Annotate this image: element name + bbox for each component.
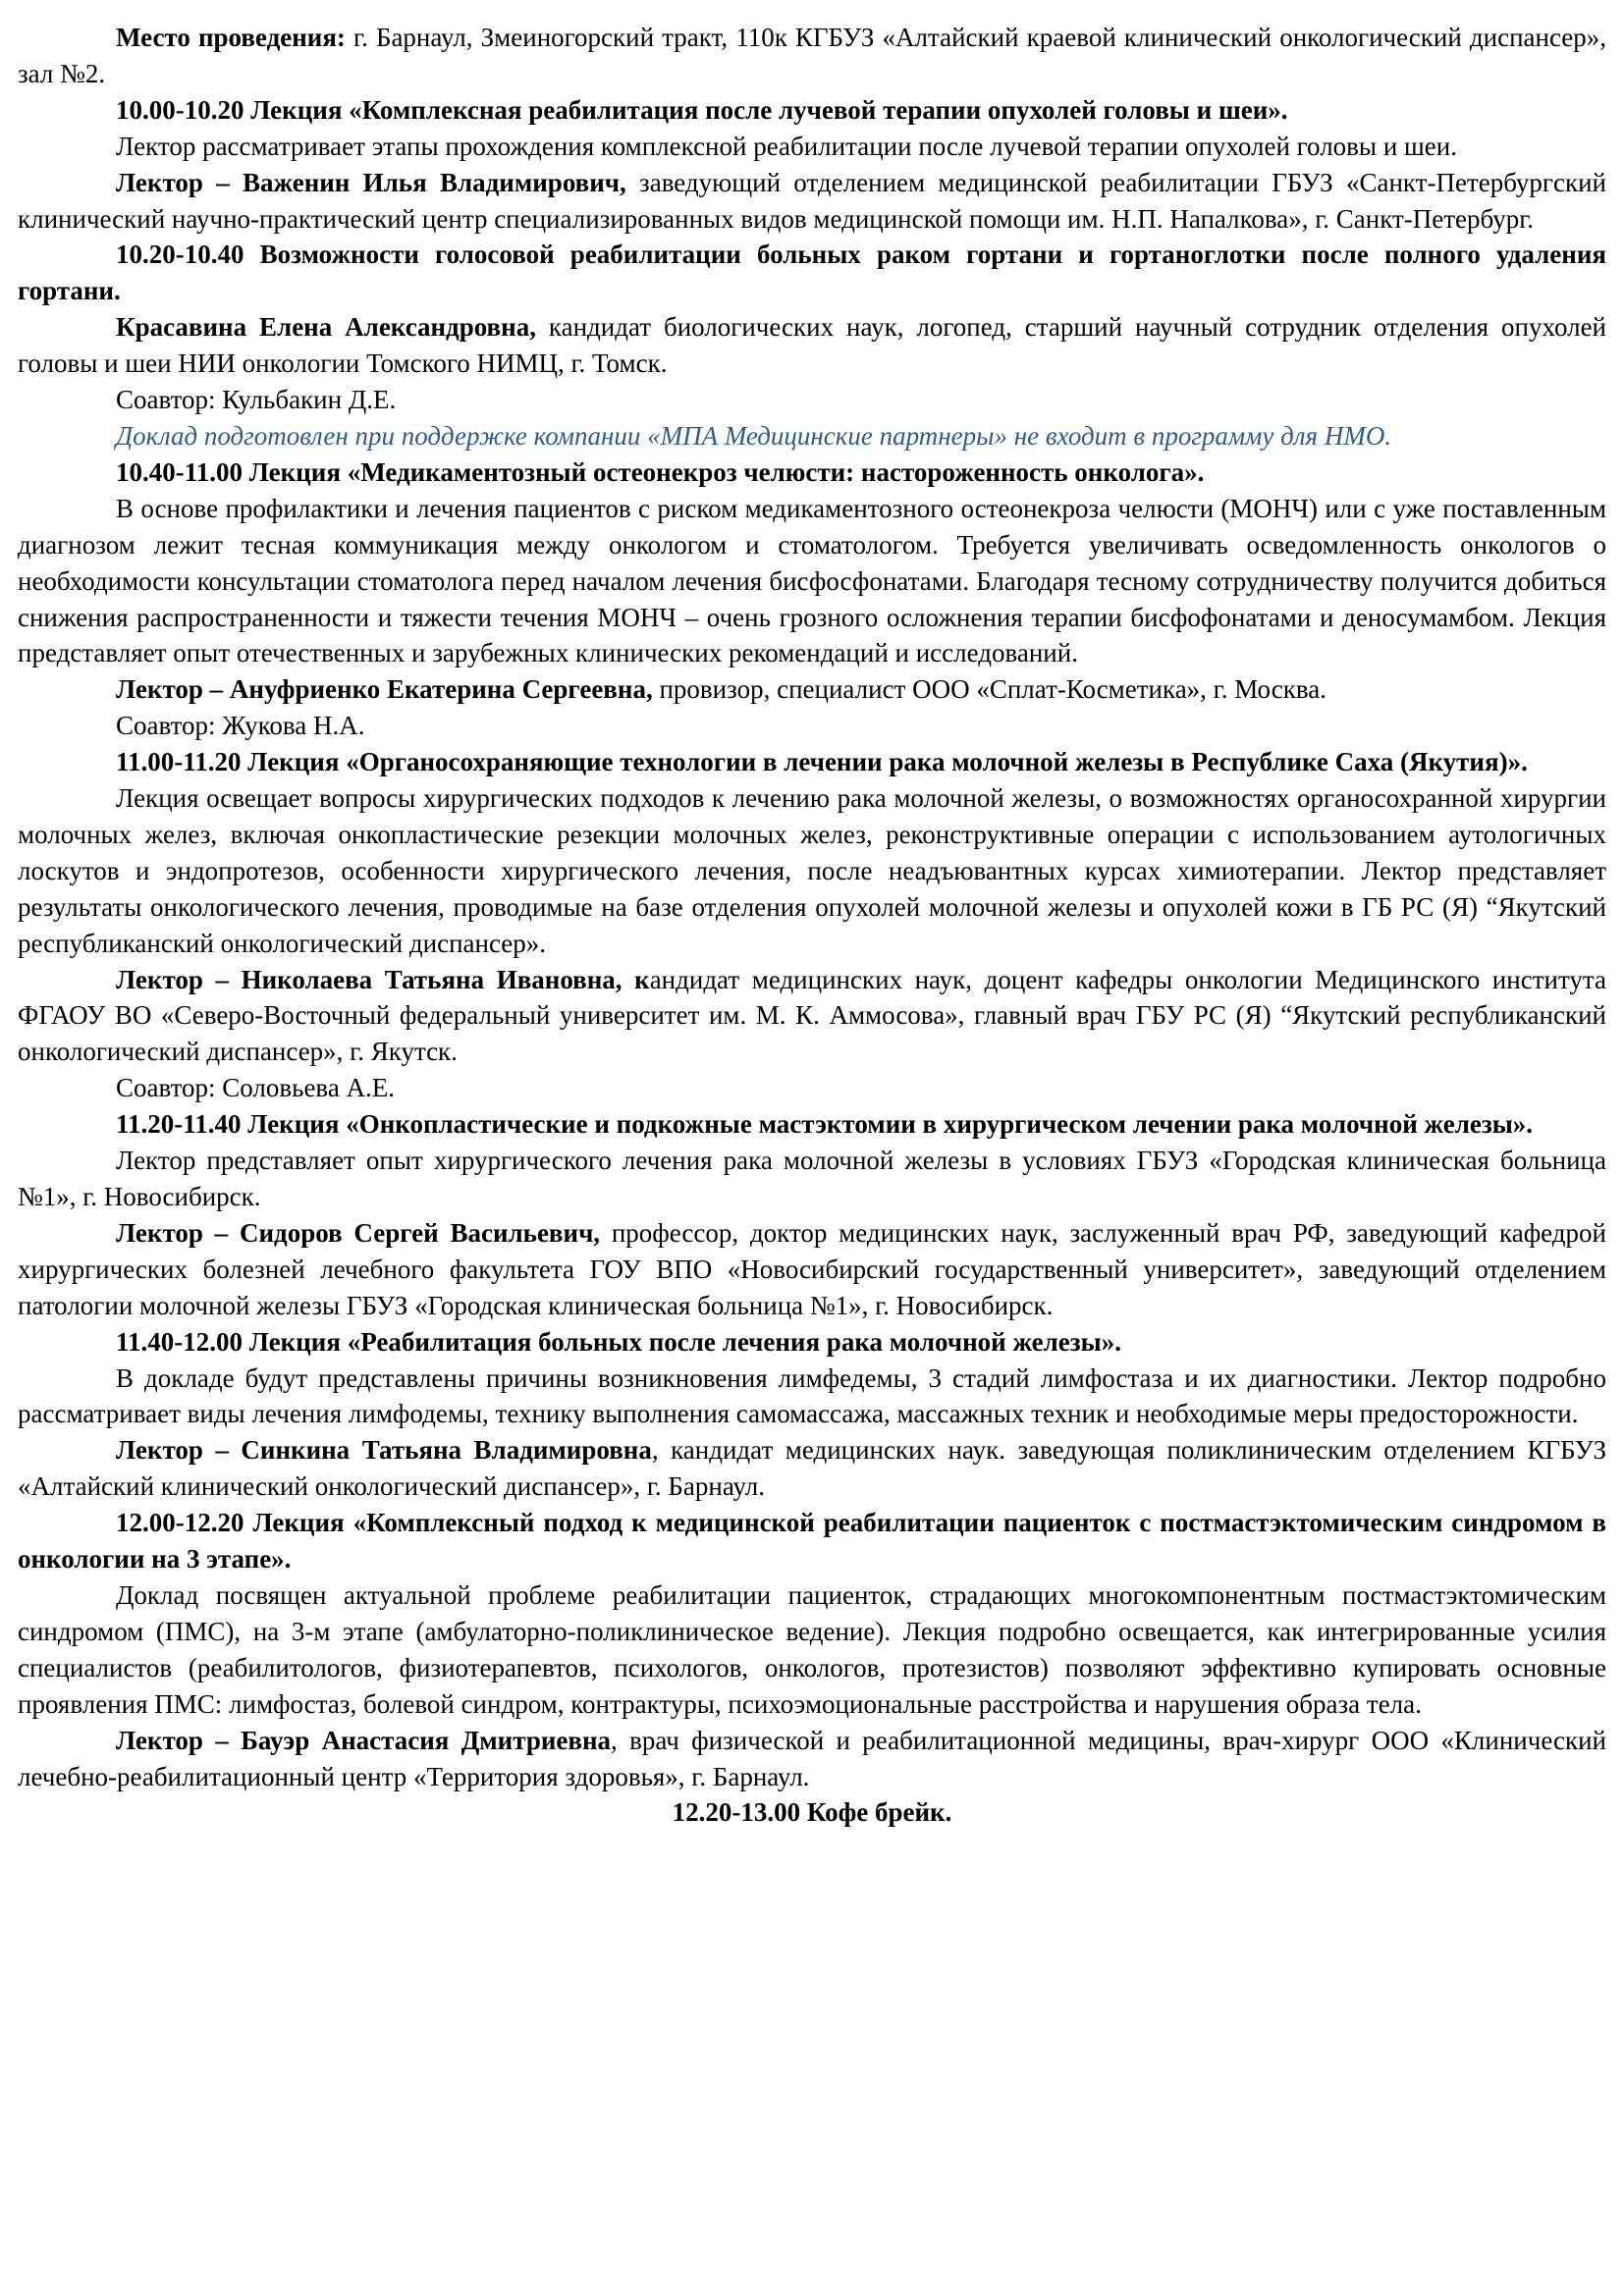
coffee-break-text: 12.20-13.00 Кофе брейк. — [672, 1797, 952, 1828]
coffee-break — [18, 1794, 1606, 1831]
lecture-description: Лектор представляет опыт хирургического лечения рака молочной железы в условиях ГБУЗ «Городская клиническая больница №1», г. Новосибирск. — [18, 1146, 1606, 1211]
speaker-info: кандидат биологических наук, логопед, старший научный сотрудник отделения опухолей головы и шеи НИИ онкологии Томского НИМЦ, г. Томск. — [18, 312, 1606, 379]
speaker-name: Красавина Елена Александровна, — [116, 312, 536, 343]
lecture-title-text: 10.40-11.00 Лекция «Медикаментозный остеонекроз челюсти: настороженность онколога». — [116, 456, 1205, 487]
speaker — [18, 309, 1606, 382]
venue-text: г. Барнаул, Змеиногорский тракт, 110к КГБУЗ «Алтайский краевой клинический онкологический диспансер», зал №2. — [18, 23, 1606, 88]
speaker-info: провизор, специалист ООО «Сплат-Косметика», г. Москва. — [652, 674, 1326, 705]
speaker-name: Лектор – Ануфриенко Екатерина Сергеевна, — [116, 674, 653, 705]
lecture-description: В основе профилактики и лечения пациентов с риском медикаментозного остеонекроза челюсти (МОНЧ) или с уже поставленным диагнозом лежит тесная коммуникация между онкологом и стоматологом. Требуется увеличивать осведомленность онкологов о необходимости консультации стоматолога перед началом лечения бисфосфонатами. Благодаря тесному сотрудничеству получится добиться снижения распространенности и тяжести течения МОНЧ – очень грозного осложнения терапии бисфофонатами и деносумамбом. Лекция представляет опыт отечественных и зарубежных клинических рекомендаций и исследований. — [18, 493, 1606, 668]
lecture-description: Лектор рассматривает этапы прохождения комплексной реабилитации после лучевой терапии опухолей головы и шеи. — [116, 131, 1457, 161]
lecture-title — [18, 1324, 1606, 1361]
lecture-title — [18, 92, 1606, 129]
speaker-name: Лектор – Важенин Илья Владимирович, — [116, 167, 626, 197]
lecture-title-text: 10.00-10.20 Лекция «Комплексная реабилитация после лучевой терапии опухолей головы и шеи». — [116, 94, 1288, 125]
lecture-title-text: 11.40-12.00 Лекция «Реабилитация больных после лечения рака молочной железы». — [116, 1326, 1121, 1357]
speaker — [18, 165, 1606, 238]
lecture-title-text: 11.00-11.20 Лекция «Органосохраняющие технологии в лечении рака молочной железы в Республике Саха (Якутия)». — [116, 747, 1528, 777]
lecture-title-text: 10.20-10.40 Возможности голосовой реабилитации больных раком гортани и гортаноглотки после полного удаления гортани. — [18, 240, 1606, 306]
lecture-title-text: 11.20-11.40 Лекция «Онкопластические и подкожные мастэктомии в хирургическом лечении рака молочной железы». — [116, 1109, 1534, 1140]
speaker — [18, 1723, 1606, 1795]
lecture-title-text: 12.00-12.20 Лекция «Комплексный подход к медицинской реабилитации пациенток с постмастэктомическим синдромом в онкологии на 3 этапе». — [18, 1508, 1606, 1575]
speaker-info: андидат медицинских наук, доцент кафедры онкологии Медицинского института ФГАОУ ВО «Северо-Восточный федеральный университет им. М. К. Аммосова», главный врач ГБУ РС (Я) “Якутский республиканский онкологический диспансер», г. Якутск. — [18, 964, 1606, 1067]
speaker — [18, 1215, 1606, 1324]
speaker-name: Лектор – Николаева Татьяна Ивановна, к — [116, 964, 650, 994]
speaker-info: , кандидат медицинских наук. заведующая поликлиническим отделением КГБУЗ «Алтайский клинический онкологический диспансер», г. Барнаул. — [18, 1435, 1606, 1502]
lecture-title — [18, 1505, 1606, 1577]
lecture-title — [18, 237, 1606, 309]
lecture-title — [18, 744, 1606, 780]
speaker-name: Лектор – Бауэр Анастасия Дмитриевна — [116, 1725, 612, 1755]
lecture-description: В докладе будут представлены причины возникновения лимфедемы, 3 стадий лимфостаза и их диагностики. Лектор подробно рассматривает виды лечения лимфодемы, технику выполнения самомассажа, массажных техник и необходимые меры предосторожности. — [18, 1362, 1606, 1429]
sponsor-note: Доклад подготовлен при поддержке компании «МПА Медицинские партнеры» не входит в программу для НМО. — [116, 420, 1392, 451]
venue — [18, 20, 1606, 92]
speaker — [18, 671, 1606, 708]
coauthor: Соавтор: Соловьева А.Е. — [116, 1073, 396, 1103]
lecture-description: Доклад посвящен актуальной проблеме реабилитации пациенток, страдающих многокомпонентным постмастэктомическим синдромом (ПМС), на 3-м этапе (амбулаторно-поликлиническое ведение). Лекция подробно освещается, как интегрированные усилия специалистов (реабилитологов, физиотерапевтов, психологов, онкологов, протезистов) позволяют эффективно купировать основные проявления ПМС: лимфостаз, болевой синдром, контрактуры, психоэмоциональные расстройства и нарушения образа тела. — [18, 1579, 1606, 1719]
speaker-name: Лектор – Сидоров Сергей Васильевич, — [116, 1217, 601, 1248]
speaker — [18, 962, 1606, 1071]
coauthor: Соавтор: Жукова Н.А. — [116, 711, 365, 741]
speaker-name: Лектор – Синкина Татьяна Владимировна — [116, 1435, 652, 1466]
lecture-title — [18, 454, 1606, 491]
speaker-info: заведующий отделением медицинской реабилитации ГБУЗ «Санкт-Петербургский клинический научно-практический центр специализированных видов медицинской помощи им. Н.П. Напалкова», г. Санкт-Петербург. — [18, 167, 1606, 234]
speaker-info: , врач физической и реабилитационной медицины, врач-хирург ООО «Клинический лечебно-реабилитационный центр «Территория здоровья», г. Барнаул. — [18, 1725, 1606, 1791]
lecture-description: Лекция освещает вопросы хирургических подходов к лечению рака молочной железы, о возможностях органосохранной хирургии молочных желез, включая онкопластические резекции молочных желез, реконструктивные операции с использованием аутологичных лоскутов и эндопротезов, особенности хирургического лечения, после неадъювантных курсах химиотерапии. Лектор представляет результаты онкологического лечения, проводимые на базе отделения опухолей молочной железы и опухолей кожи в ГБ РС (Я) “Якутский республиканский онкологический диспансер». — [18, 783, 1606, 958]
lecture-title — [18, 1106, 1606, 1143]
coauthor: Соавтор: Кульбакин Д.Е. — [116, 385, 397, 415]
speaker-info: профессор, доктор медицинских наук, заслуженный врач РФ, заведующий кафедрой хирургических болезней лечебного факультета ГОУ ВПО «Новосибирский государственный университет», заведующий отделением патологии молочной железы ГБУЗ «Городская клиническая больница №1», г. Новосибирск. — [18, 1217, 1606, 1320]
speaker — [18, 1432, 1606, 1505]
venue-label: Место проведения: — [116, 23, 346, 52]
